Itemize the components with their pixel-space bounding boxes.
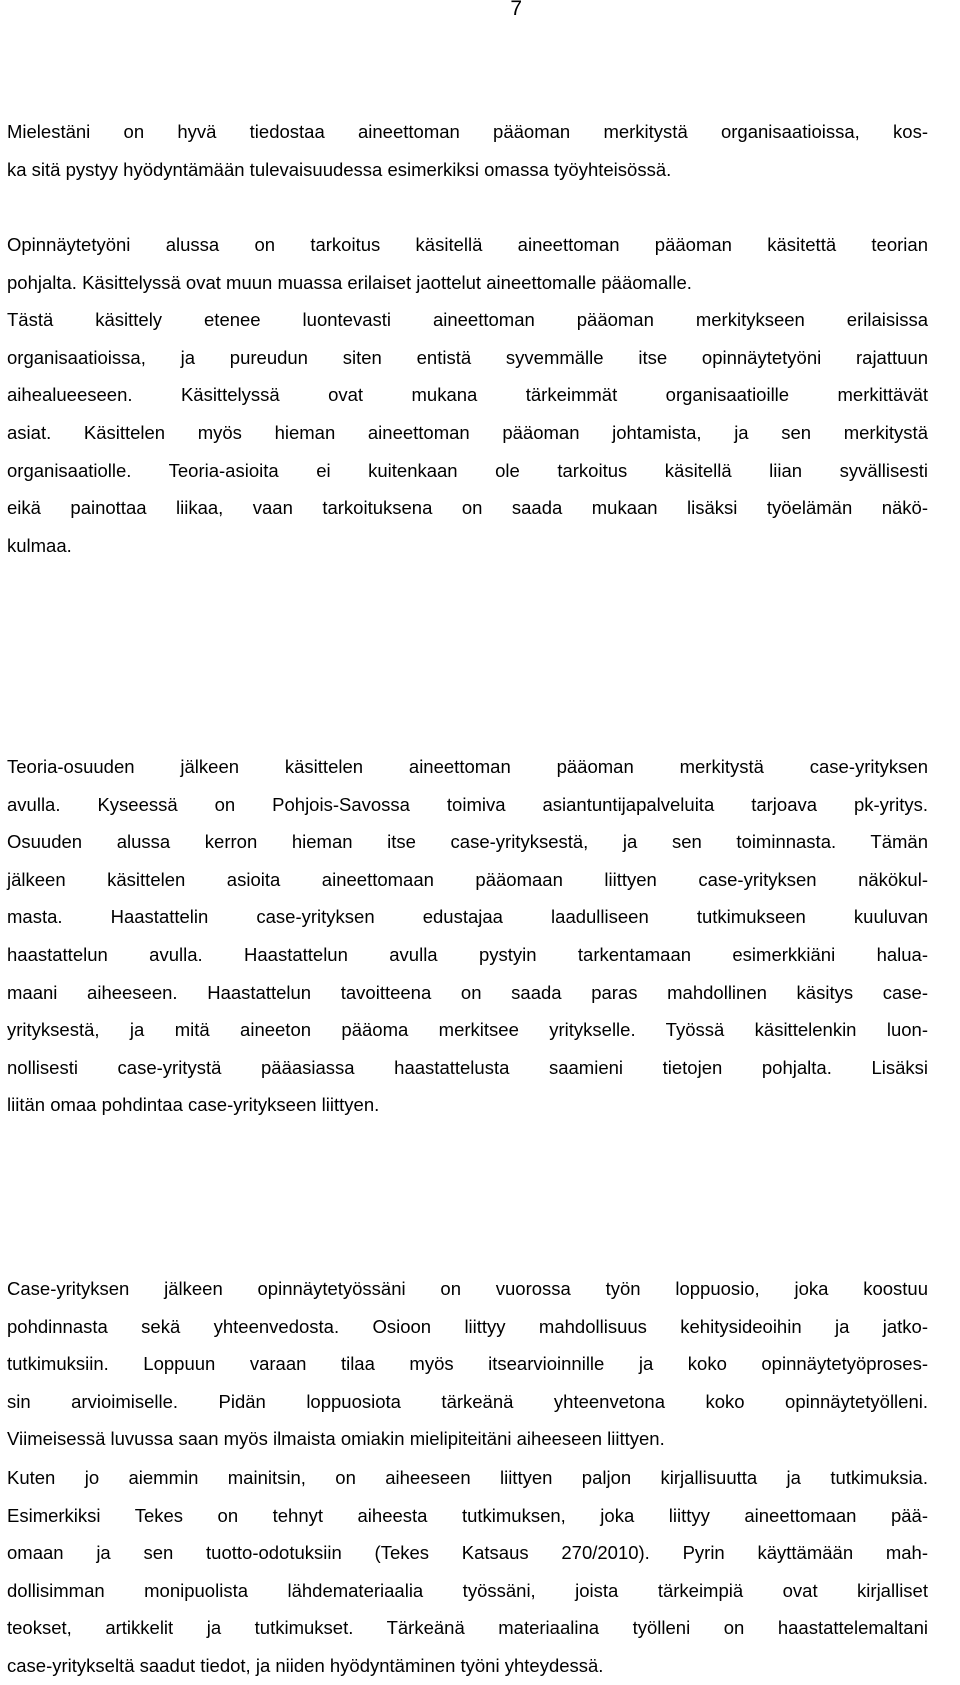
text-line: jälkeen käsittelen asioita aineettomaan pääomaan liittyen case-yrityksen näkökul- [7, 868, 928, 890]
paragraph [7, 113, 928, 188]
text-line: liitän omaa pohdintaa case-yritykseen liittyen. [7, 1094, 380, 1116]
text-line: pohdinnasta sekä yhteenvedosta. Osioon liittyy mahdollisuus kehitysideoihin ja jatko- [7, 1315, 928, 1337]
text-line: maani aiheeseen. Haastattelun tavoitteena on saada paras mahdollinen käsitys case- [7, 981, 928, 1003]
text-line: kulmaa. [7, 534, 72, 556]
text-line: Viimeisessä luvussa saan myös ilmaista omiakin mielipiteitäni aiheeseen liittyen. [7, 1428, 665, 1450]
text-line: pohjalta. Käsittelyssä ovat muun muassa erilaiset jaottelut aineettomalle pääomalle. [7, 271, 692, 293]
text-line: nollisesti case-yritystä pääasiassa haastattelusta saamieni tietojen pohjalta. Lisäksi [7, 1056, 928, 1078]
page-number: 7 [510, 0, 522, 20]
text-line: ka sitä pystyy hyödyntämään tulevaisuudessa esimerkiksi omassa työyhteisössä. [7, 158, 672, 180]
paragraph [7, 1459, 928, 1685]
paragraph [7, 748, 928, 1124]
text-line: organisaatiolle. Teoria-asioita ei kuitenkaan ole tarkoitus käsitellä liian syvällisesti [7, 459, 928, 481]
text-line: yrityksestä, ja mitä aineeton pääoma merkitsee yritykselle. Työssä käsittelenkin luon- [7, 1019, 928, 1041]
text-line: Tästä käsittely etenee luontevasti aineettoman pääoman merkitykseen erilaisissa [7, 309, 928, 331]
text-line: Kuten jo aiemmin mainitsin, on aiheeseen liittyen paljon kirjallisuutta ja tutkimuksia. [7, 1467, 928, 1488]
text-line: case-yritykseltä saadut tiedot, ja niiden hyödyntäminen työni yhteydessä. [7, 1654, 604, 1676]
text-line: dollisimman monipuolista lähdemateriaalia työssäni, joista tärkeimpiä ovat kirjalliset [7, 1579, 928, 1601]
text-line: Case-yrityksen jälkeen opinnäytetyössäni on vuorossa työn loppuosio, joka koostuu [7, 1278, 928, 1299]
text-line: tutkimuksiin. Loppuun varaan tilaa myös itsearvioinnille ja koko opinnäytetyöproses- [7, 1353, 928, 1375]
text-line: organisaatioissa, ja pureudun siten entistä syvemmälle itse opinnäytetyöni rajattuun [7, 346, 928, 368]
text-line: Opinnäytetyöni alussa on tarkoitus käsitellä aineettoman pääoman käsitettä teorian [7, 234, 928, 255]
paragraph [7, 226, 928, 564]
text-line: aihealueeseen. Käsittelyssä ovat mukana tärkeimmät organisaatioille merkittävät [7, 384, 928, 406]
text-line: Mielestäni on hyvä tiedostaa aineettoman pääoman merkitystä organisaatioissa, kos- [7, 121, 928, 142]
text-line: sin arvioimiselle. Pidän loppuosiota tärkeänä yhteenvetona koko opinnäytetyölleni. [7, 1390, 928, 1412]
text-line: asiat. Käsittelen myös hieman aineettoman pääoman johtamista, ja sen merkitystä [7, 421, 928, 443]
text-line: Teoria-osuuden jälkeen käsittelen aineettoman pääoman merkitystä case-yrityksen [7, 756, 928, 777]
text-line: eikä painottaa liikaa, vaan tarkoituksena on saada mukaan lisäksi työelämän näkö- [7, 497, 928, 519]
paragraph [7, 1270, 928, 1458]
text-line: avulla. Kyseessä on Pohjois-Savossa toimiva asiantuntijapalveluita tarjoava pk-yritys. [7, 793, 928, 815]
text-line: masta. Haastattelin case-yrityksen edustajaa laadulliseen tutkimukseen kuuluvan [7, 906, 928, 928]
text-line: teokset, artikkelit ja tutkimukset. Tärkeänä materiaalina työlleni on haastattelemaltani [7, 1617, 928, 1639]
text-line: Esimerkiksi Tekes on tehnyt aiheesta tutkimuksen, joka liittyy aineettomaan pää- [7, 1504, 928, 1526]
text-line: omaan ja sen tuotto-odotuksiin (Tekes Katsaus 270/2010). Pyrin käyttämään mah- [7, 1542, 928, 1564]
text-line: Osuuden alussa kerron hieman itse case-yrityksestä, ja sen toiminnasta. Tämän [7, 831, 928, 853]
text-line: haastattelun avulla. Haastattelun avulla pystyin tarkentamaan esimerkkiäni halua- [7, 943, 928, 965]
